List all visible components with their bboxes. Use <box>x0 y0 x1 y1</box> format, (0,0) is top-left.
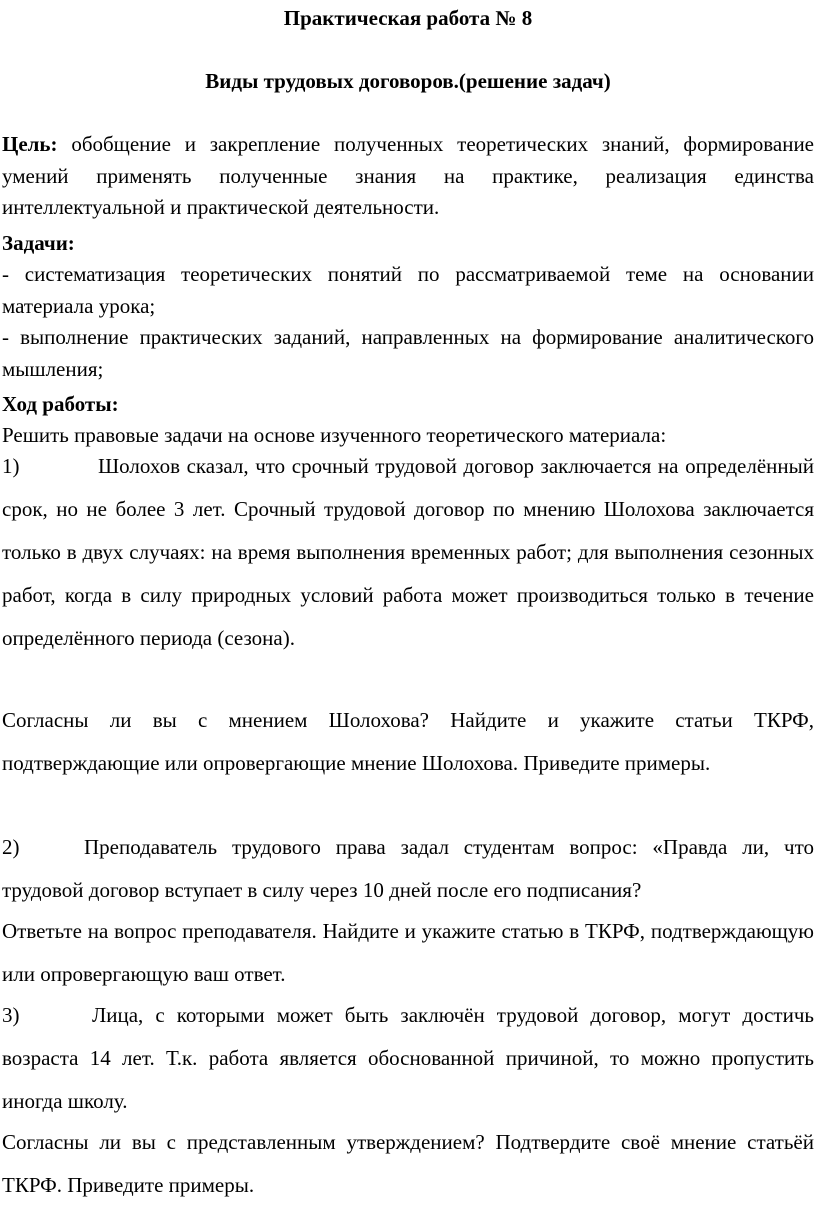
task-item-2: - выполнение практических заданий, направленных на формирование аналитического мышления; <box>2 325 814 381</box>
goal-text: обобщение и закрепление полученных теоретических знаний, формирование умений применять полученные знания на практике, реализация единства интеллектуальной и практической деятельности. <box>2 132 814 219</box>
task-item-1: - систематизация теоретических понятий по рассматриваемой теме на основании материала урока; <box>2 262 814 318</box>
problem-3-body: Лица, с которыми может быть заключён трудовой договор, могут достичь возраста 14 лет. Т.к. работа является обоснованной причиной, то можно пропустить иногда школу. <box>2 1003 814 1113</box>
tasks-label: Задачи: <box>2 231 75 255</box>
workflow-label: Ход работы: <box>2 392 119 416</box>
problem-2-body: Преподаватель трудового права задал студентам вопрос: «Правда ли, что трудовой договор вступает в силу через 10 дней после его подписания? <box>2 835 814 902</box>
problem-3-question: Согласны ли вы с представленным утверждением? Подтвердите своё мнение статьёй ТКРФ. Приведите примеры. <box>2 1130 814 1197</box>
page-subtitle: Виды трудовых договоров.(решение задач) <box>205 69 611 93</box>
goal-label: Цель: <box>2 132 58 156</box>
problem-1-number: 1) <box>2 454 20 478</box>
problem-2-text <box>2 826 814 912</box>
problem-2-question: Ответьте на вопрос преподавателя. Найдите и укажите статью в ТКРФ, подтверждающую или опровергающую ваш ответ. <box>2 919 814 986</box>
workflow-intro: Решить правовые задачи на основе изученного теоретического материала: <box>2 423 667 447</box>
problem-2-number: 2) <box>2 835 20 859</box>
problem-1-question: Согласны ли вы с мнением Шолохова? Найдите и укажите статьи ТКРФ, подтверждающие или опровергающие мнение Шолохова. Приведите примеры. <box>2 708 814 775</box>
page-title: Практическая работа № 8 <box>283 6 533 30</box>
problem-1-body: Шолохов сказал, что срочный трудовой договор заключается на определённый срок, но не более 3 лет. Срочный трудовой договор по мнению Шолохова заключается только в двух случаях: на время выполнения временных работ; для выполнения сезонных работ, когда в силу природных условий работа может производиться только в течение определённого периода (сезона). <box>2 454 814 650</box>
goal-paragraph <box>2 129 814 224</box>
problem-3-text <box>2 994 814 1123</box>
problem-1-text <box>2 445 814 660</box>
problem-3-number: 3) <box>2 1003 20 1027</box>
